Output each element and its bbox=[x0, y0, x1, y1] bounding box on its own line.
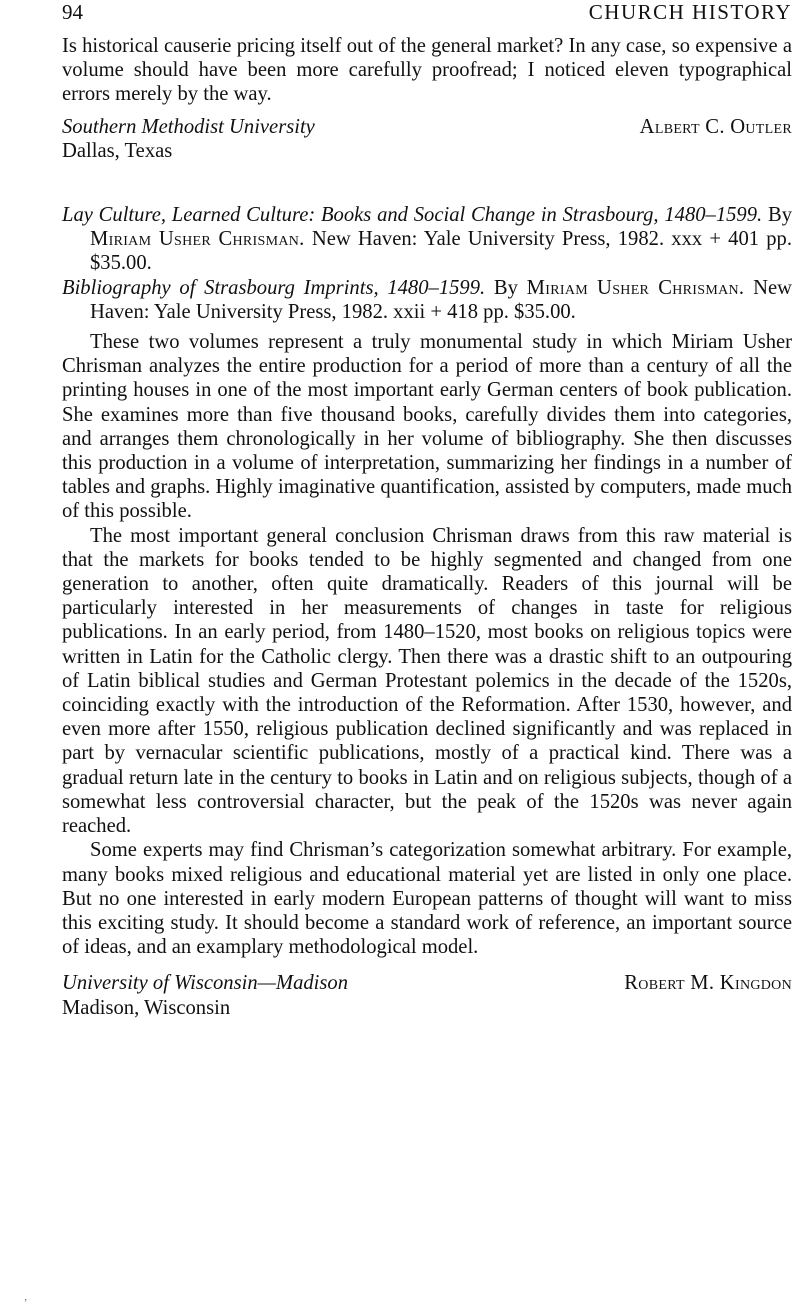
book-citation: Lay Culture, Learned Culture: Books and Social Change in Strasbourg, 1480–1599. By Miriam Usher Chrisman. New Haven: Yale University Press, 1982. xxx + 401 pp. $35.00. bbox=[62, 204, 792, 275]
running-header bbox=[62, 0, 792, 24]
review-paragraph: The most important general conclusion Chrisman draws from this raw material is that the markets for books tended to be highly segmented and changed from one generation to another, often quite dramatically. Readers of this journal will be particularly interested in her measurements of changes in taste for religious publications. In an early period, from 1480–1520, most books on religious topics were written in Latin for the Catholic clergy. Then there was a drastic shift to an outpouring of Latin biblical studies and German Protestant polemics in the decade of the 1520s, coinciding exactly with the introduction of the Reformation. After 1530, however, and even more after 1550, religious publication declined significantly and was replaced in part by vernacular scientific publications, mostly of a practical kind. There was a gradual return late in the century to books in Latin and on religious subjects, though of a somewhat less controversial character, but the peak of the 1520s was never again reached. bbox=[62, 524, 792, 838]
book-author: Miriam Usher Chrisman. bbox=[90, 228, 305, 251]
closing-paragraph: Is historical causerie pricing itself out of the general market? In any case, so expensive a volume should have been more carefully proofread; I noticed eleven typographical errors merely by the way. bbox=[62, 35, 792, 106]
running-title: CHURCH HISTORY bbox=[588, 0, 792, 24]
page-body bbox=[62, 34, 792, 1020]
reviewer-name: Robert M. Kingdon bbox=[624, 972, 792, 995]
review-paragraph: Some experts may find Chrisman’s categorization somewhat arbitrary. For example, many books mixed religious and educational material yet are listed in only one place. But no one interested in early modern European patterns of thought will want to miss this exciting study. It should become a standard work of reference, an important source of ideas, and an examplary methodological model. bbox=[62, 839, 792, 959]
reviewer-location: Dallas, Texas bbox=[62, 139, 173, 162]
reviewer-institution: University of Wisconsin—Madison bbox=[62, 972, 349, 995]
reviewer-signature bbox=[62, 115, 792, 163]
scan-mark: ‚ bbox=[24, 1292, 28, 1303]
reviewer-name: Albert C. Outler bbox=[639, 115, 792, 138]
reviewer-signature bbox=[62, 971, 792, 1019]
book-review bbox=[62, 203, 792, 1020]
review-paragraph: These two volumes represent a truly monumental study in which Miriam Usher Chrisman analyzes the entire production for a period of more than a century of all the printing houses in one of the most important early German centers of book publication. She examines more than five thousand books, carefully divides them into categories, and arranges them chronologically in her volume of bibliography. She then discusses this production in a volume of interpretation, summarizing her findings in a number of tables and graphs. Highly imaginative quantification, assisted by computers, made much of this possible. bbox=[62, 331, 792, 523]
publication-details: New Haven: Yale University Press, 1982. xxii + 418 pp. $35.00. bbox=[90, 276, 792, 323]
book-title: Lay Culture, Learned Culture: Books and Social Change in Strasbourg, 1480–1599. bbox=[62, 204, 763, 227]
book-citation: Bibliography of Strasbourg Imprints, 1480–1599. By Miriam Usher Chrisman. New Haven: Yale University Press, 1982. xxii + 418 pp. $35.00. bbox=[62, 276, 792, 323]
book-author: Miriam Usher Chrisman. bbox=[526, 276, 745, 299]
publication-details: New Haven: Yale University Press, 1982. xxx + 401 pp. $35.00. bbox=[90, 228, 792, 275]
reviewer-location: Madison, Wisconsin bbox=[62, 996, 231, 1019]
book-title: Bibliography of Strasbourg Imprints, 1480–1599. bbox=[62, 276, 486, 299]
previous-review-end bbox=[62, 34, 792, 163]
reviewer-institution: Southern Methodist University bbox=[62, 115, 315, 138]
page-number: 94 bbox=[62, 0, 83, 24]
